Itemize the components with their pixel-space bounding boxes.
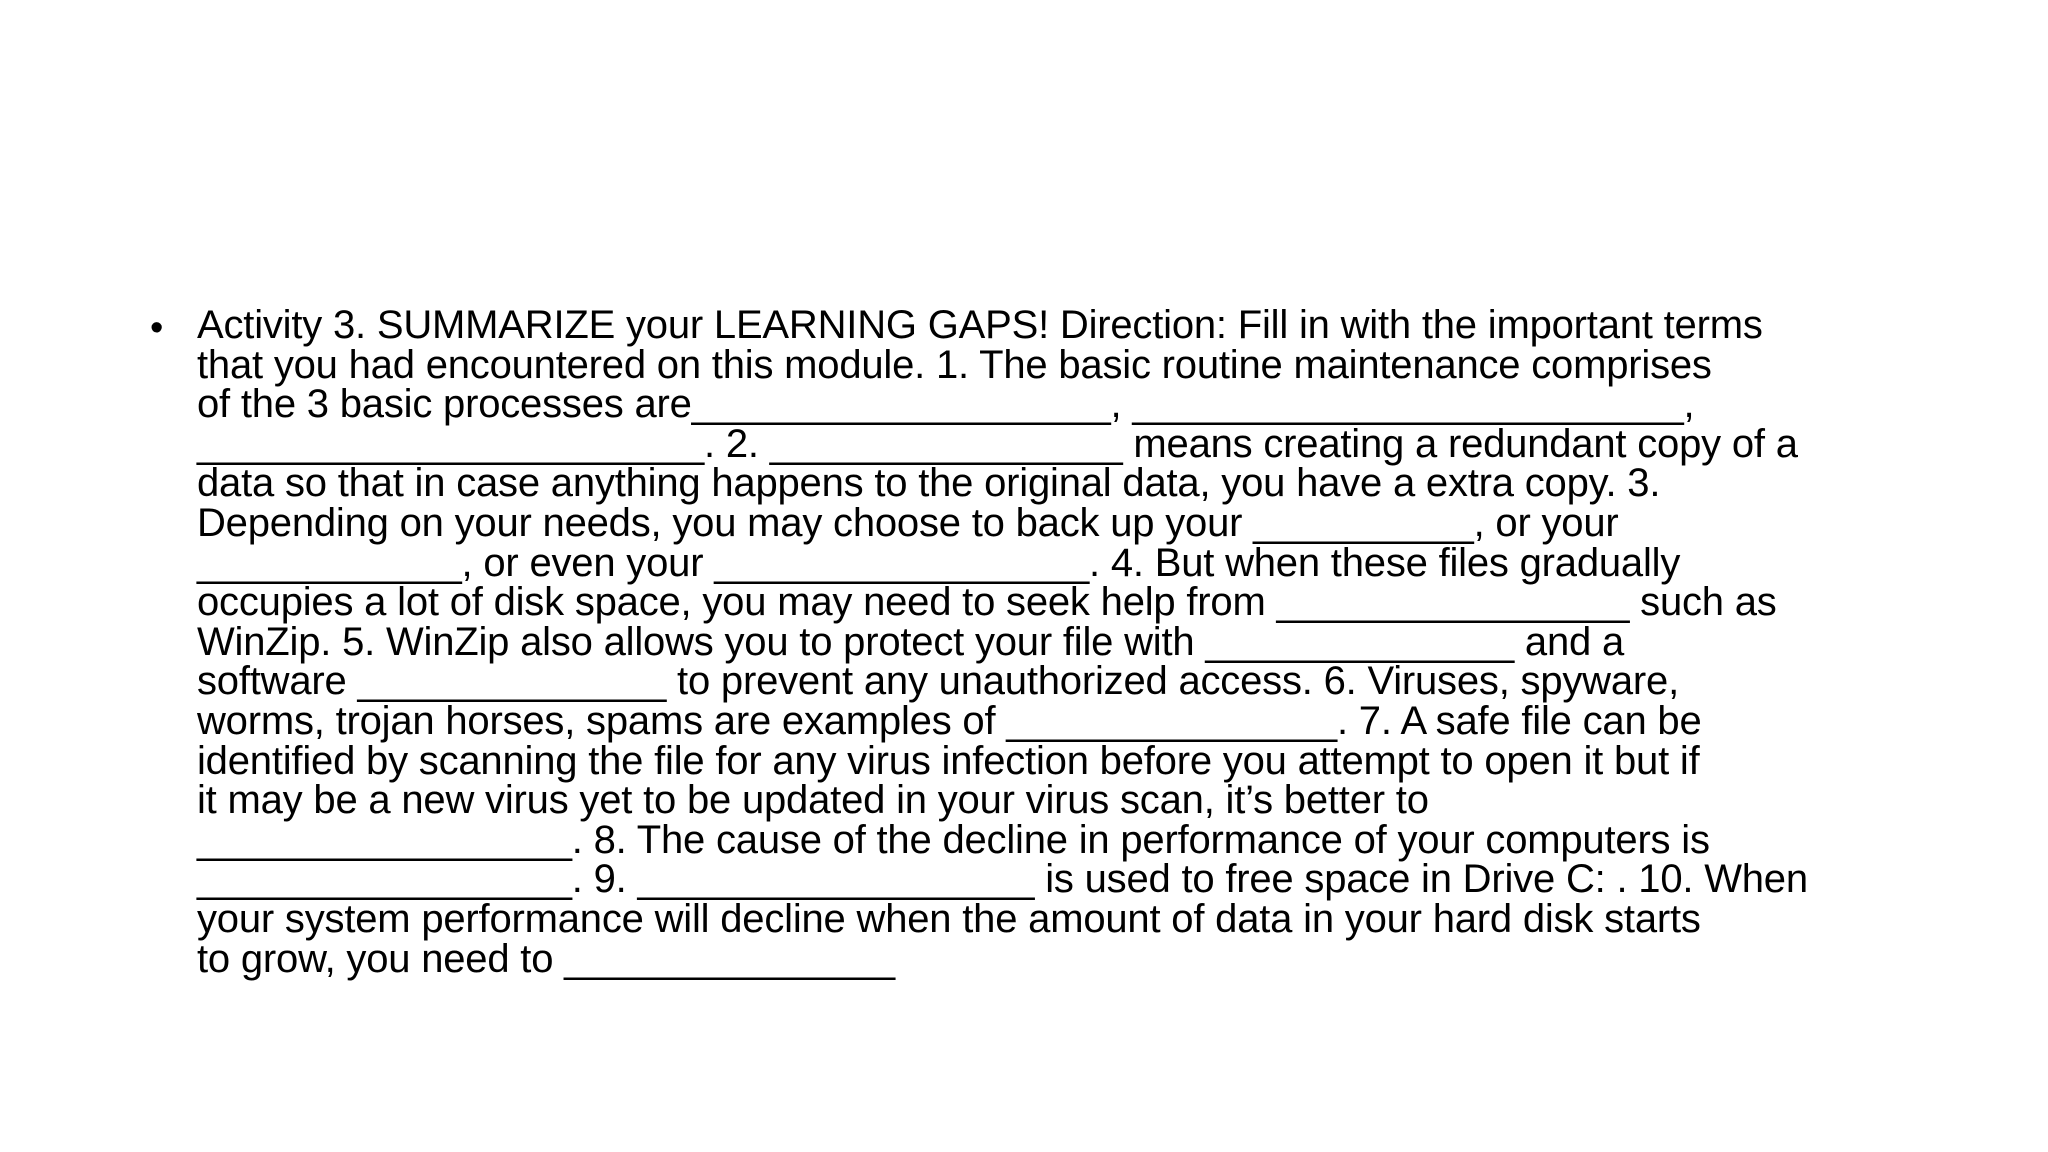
text-line: that you had encountered on this module. 1. The basic routine maintenance comprises xyxy=(197,342,1712,387)
text-line: data so that in case anything happens to the original data, you have a extra copy. 3. xyxy=(197,461,1661,506)
text-line: _________________. 9. __________________ is used to free space in Drive C: . 10. When xyxy=(197,857,1808,902)
text-line: to grow, you need to _______________ xyxy=(197,936,895,981)
text-line: it may be a new virus yet to be updated in your virus scan, it’s better to xyxy=(197,778,1429,823)
activity-text xyxy=(197,303,1940,981)
text-line: Depending on your needs, you may choose to back up your __________, or your xyxy=(197,500,1619,545)
text-line: _______________________. 2. ________________ means creating a redundant copy of a xyxy=(197,421,1798,466)
bullet-item xyxy=(150,303,1940,981)
text-line: Activity 3. SUMMARIZE your LEARNING GAPS! Direction: Fill in with the important terms xyxy=(197,303,1763,347)
text-line: of the 3 basic processes are___________________, _________________________, xyxy=(197,382,1695,427)
text-line: worms, trojan horses, spams are examples of _______________. 7. A safe file can be xyxy=(197,698,1702,743)
text-line: identified by scanning the file for any virus infection before you attempt to open it but if xyxy=(197,738,1700,783)
bullet-icon: • xyxy=(150,307,164,349)
text-line: your system performance will decline when the amount of data in your hard disk starts xyxy=(197,896,1701,941)
text-line: occupies a lot of disk space, you may need to seek help from ________________ such as xyxy=(197,580,1777,625)
text-line: ____________, or even your _________________. 4. But when these files gradually xyxy=(197,540,1681,585)
text-line: WinZip. 5. WinZip also allows you to protect your file with ______________ and a xyxy=(197,619,1625,664)
text-line: software ______________ to prevent any unauthorized access. 6. Viruses, spyware, xyxy=(197,659,1679,704)
text-line: _________________. 8. The cause of the decline in performance of your computers is xyxy=(197,817,1710,862)
